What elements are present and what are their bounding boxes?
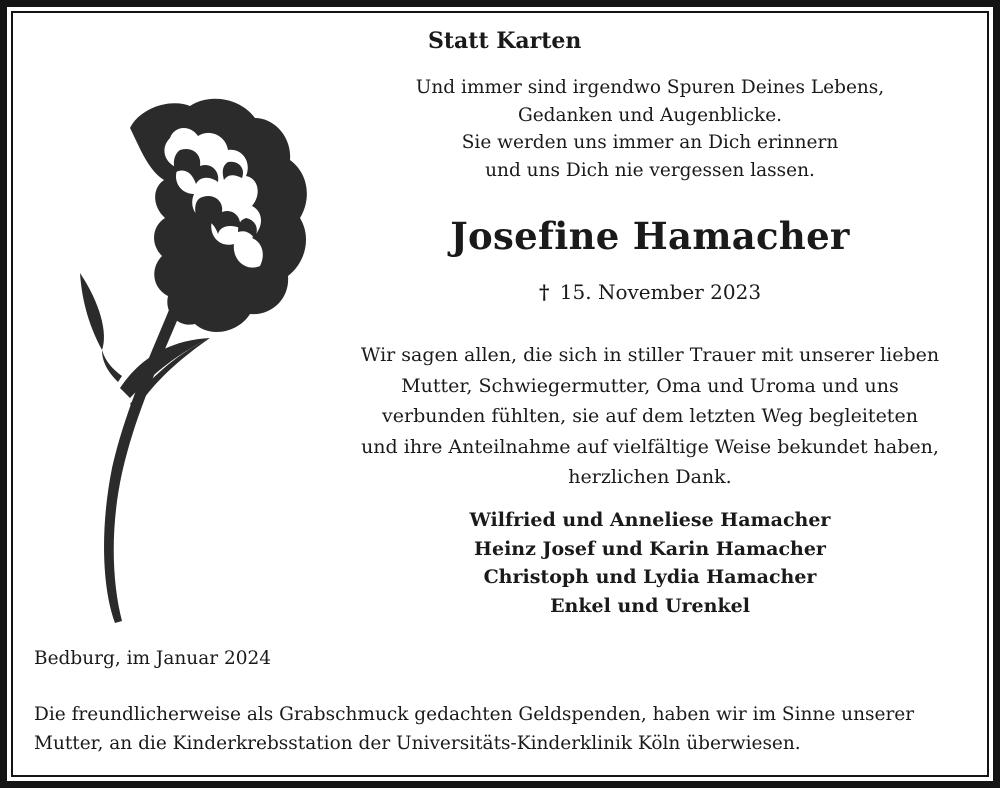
- quote-line: Und immer sind irgendwo Spuren Deines Lebens,: [415, 77, 885, 98]
- quote-line: und uns Dich nie vergessen lassen.: [485, 159, 815, 181]
- thanks-line: und ihre Anteilnahme auf vielfältige Weise bekundet haben,: [361, 435, 939, 458]
- signer: Christoph und Lydia Hamacher: [483, 566, 817, 588]
- deceased-name: Josefine Hamacher: [450, 214, 850, 258]
- thanks-line: Mutter, Schwiegermutter, Oma und Uroma und uns: [401, 374, 899, 397]
- donation-note: [34, 700, 984, 758]
- signer: Heinz Josef und Karin Hamacher: [474, 537, 826, 560]
- signer: Enkel und Urenkel: [550, 594, 750, 617]
- thanks-line: Wir sagen allen, die sich in stiller Trauer mit unserer lieben: [360, 344, 940, 366]
- carnation-icon: [60, 88, 330, 628]
- cross-icon: †: [538, 280, 550, 304]
- memorial-quote: [380, 74, 920, 184]
- death-date-line: [330, 280, 970, 304]
- donation-line: Mutter, an die Kinderkrebsstation der Universitäts-Kinderklinik Köln überwiesen.: [34, 733, 801, 754]
- quote-line: Gedanken und Augenblicke.: [517, 104, 783, 126]
- thanks-line: herzlichen Dank.: [568, 466, 732, 488]
- signer: Wilfried und Anneliese Hamacher: [469, 509, 831, 531]
- death-date: 15. November 2023: [559, 280, 762, 304]
- quote-line: Sie werden uns immer an Dich erinnern: [461, 132, 839, 153]
- heading-statt-karten: Statt Karten: [428, 28, 582, 54]
- family-signers: [300, 506, 1000, 620]
- thanks-line: verbunden fühlten, sie auf dem letzten Weg begleiteten: [382, 405, 918, 427]
- thanks-text: [300, 340, 1000, 493]
- donation-line: Die freundlicherweise als Grabschmuck gedachten Geldspenden, haben wir im Sinne unserer: [34, 704, 915, 725]
- place-and-date: Bedburg, im Januar 2024: [34, 648, 272, 669]
